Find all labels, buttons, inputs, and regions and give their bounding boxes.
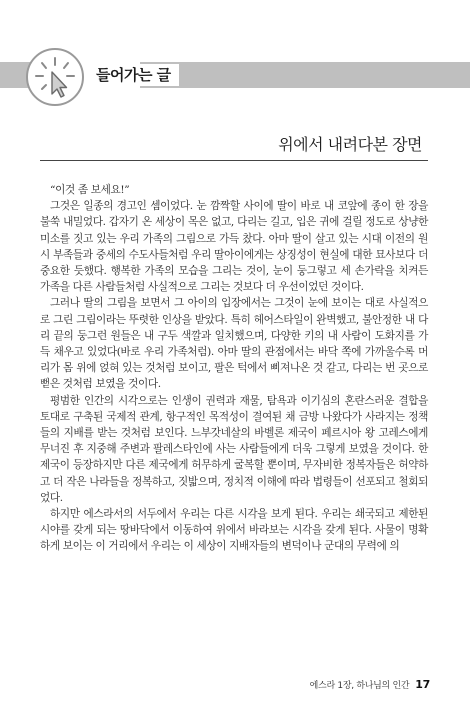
page-footer [310, 678, 430, 691]
page-number: 17 [415, 678, 430, 691]
title-divider [40, 160, 428, 161]
paragraph: 하지만 에스라서의 서두에서 우리는 다른 시각을 보게 된다. 우리는 쇄국되고 제한된 시야를 갖게 되는 땅바닥에서 이동하여 위에서 바라보는 시각을 갖게 된다. 사물이 명확하게 보이는 이 거리에서 우리는 이 세상이 지배자들의 변덕이나 군대의 무력에 의 [40, 508, 428, 553]
header-band-right [140, 62, 470, 88]
body-text [40, 182, 428, 555]
section-title: 위에서 내려다본 장면 [278, 135, 422, 154]
cursor-click-icon [26, 48, 84, 106]
paragraph: 그것은 일종의 경고인 셈이었다. 눈 깜짝할 사이에 딸이 바로 내 코앞에 종이 한 장을 불쑥 내밀었다. 갑자기 온 세상이 목은 없고, 다리는 길고, 입은 귀에 걸릴 정도로 상냥한 미소를 짓고 있는 우리 가족의 그림으로 가득 찼다. 아마 딸이 살고 있는 시대 이전의 원시 부족들과 중세의 수도사들처럼 우리 딸아이에게는 상징성이 현실에 대한 묘사보다 더 중요한 듯했다. 행복한 가족의 모습을 그리는 것이, 눈이 둥그렇고 세 손가락을 치켜든 가족을 다른 사람들처럼 사실적으로 그리는 것보다 더 우선이었던 것이다. [40, 200, 428, 294]
chapter-header-label: 들어가는 글 [88, 64, 179, 86]
paragraph: 평범한 인간의 시각으로는 인생이 권력과 재물, 탐욕과 이기심의 혼란스러운 결합을 토대로 구축된 국제적 관계, 항구적인 목적성이 결여된 채 금방 나왔다가 사라지는 정책들의 지배를 받는 것처럼 보인다. 느부갓네살의 바벨론 제국이 페르시아 왕 고레스에게 무너진 후 지중해 주변과 팔레스타인에 사는 사람들에게 더욱 그렇게 보였을 것이다. 한 제국이 등장하지만 다른 제국에게 허무하게 굴복할 뿐이며, 무자비한 정복자들은 허약하고 더 작은 나라들을 정복하고, 짓밟으며, 정치적 이해에 따라 법령들이 선포되고 철회되었다. [40, 394, 428, 504]
paragraph: “이것 좀 보세요!” [50, 184, 130, 196]
running-title: 에스라 1장, 하나님의 인간 [309, 681, 410, 691]
paragraph: 그러나 딸의 그림을 보면서 그 아이의 입장에서는 그것이 눈에 보이는 대로 사실적으로 그린 그림이라는 뚜렷한 인상을 받았다. 특히 헤어스타일이 완벽했고, 불안정한 내 다리 끝의 둥그런 원들은 내 구두 색깔과 일치했으며, 다양한 키의 내 사람이 도화지를 가득 채우고 있었다(바로 우리 가족처럼). 아마 딸의 관점에서는 바닥 쪽에 가까울수록 머리가 몸 위에 얹혀 있는 것처럼 보이고, 팔은 턱에서 삐져나온 것 같고, 다리는 번 곳으로 뻗은 것처럼 보였을 것이다. [40, 297, 428, 391]
chapter-header-band [0, 48, 470, 98]
